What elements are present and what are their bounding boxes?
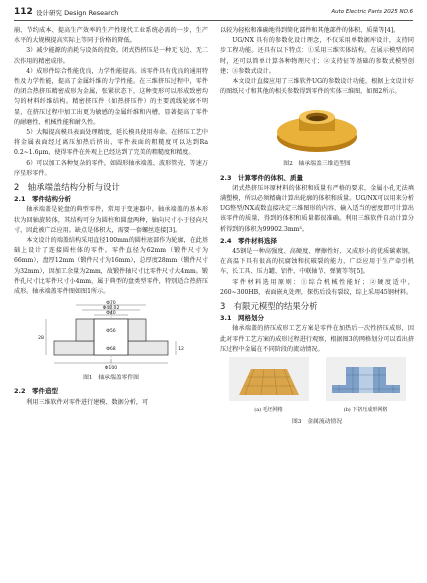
subsection-heading: 3.1 网格划分 bbox=[220, 314, 265, 323]
journal-name: Auto Electric Parts 2025 NO.6 bbox=[331, 9, 413, 15]
dimension-label: 28 bbox=[38, 336, 44, 342]
section-title: 设计研究 Design Research bbox=[36, 9, 119, 17]
page-number: 112 bbox=[14, 7, 33, 17]
paragraph: UG/NX 具有的参数化设计理念，不仅采用单数据库设计，支持同步工程功能。还具有以下特点：①采用三维实体结构，在展示模型的同时，还可以简单计算各种物理尺寸；②支持征等基础的参数式模型创建；③参数式设计。 bbox=[220, 37, 414, 75]
section-heading: 3 有限元模型的结果分析 bbox=[220, 301, 318, 312]
paragraph: 利用三维软件对零件进行建模、数据分析，可 bbox=[26, 398, 149, 406]
extrusion-mesh-image bbox=[326, 357, 406, 401]
paragraph: 6）可以加工各种复杂的零件。如圆形轴承端盖、波形管壳、等速万序星形零件。 bbox=[14, 159, 208, 177]
dimension-label: Φ100 bbox=[104, 366, 118, 372]
paragraph: 本文设计直接应用了三维软件UG的参数设计功能，根据上文设计好的图纸尺寸和其他的相关参数得到零件的实体三维图，如图2所示。 bbox=[220, 78, 414, 96]
paragraph: 崩、节约成本、提高生产效率的生产性现代工业系统必需的一步，生产水平的大规模提高实际上等同于价格的降低。 bbox=[14, 27, 208, 45]
paragraph: 以较为轻松和准确地得到简化部件和其他部件的体积、质量等[4]。 bbox=[220, 27, 400, 34]
dimension-label: Φ70 bbox=[106, 301, 116, 307]
paragraph: 4）成形件综合性能优良，力学性能提高。该零件具有优良的通用特性及力学性能，提高了金属纤维的力学性能。在三维挤压过程中，零件的闭合热挤压精密成形为金属，张紧状态下，这种变形可以形成致密均匀的材料纤维结构。精密挤压件（如热挤压件）的主要流线轮廓不明显，在挤压过程中加工出更为敏感的金属纤维和内槽，显著提高了零件的耐磨性、机械性能和耐久性。 bbox=[14, 67, 208, 126]
subsection-heading: 2.4 零件材料选择 bbox=[220, 236, 278, 245]
end-cap-drawing bbox=[36, 297, 186, 371]
dimension-label: Φ56 bbox=[106, 329, 116, 335]
mesh-panel-a bbox=[229, 357, 309, 415]
billet-mesh-image bbox=[229, 357, 309, 401]
subsection-heading: 2.3 计算零件的体积、质量 bbox=[220, 173, 304, 182]
paragraph: 闭式热挤压坏原材料的体积和质量有严格的要求，金属小孔无法填满塑模，所以必须精确计算出轮廓的体积和质量。UG/NX可以用来分析UG整型/NX或数直接决定三维图形的内容，输入适当的密度即可计算出该零件的质量，得到的体积和质量都很准确。利用三维软件自动计算分析得到的体积为99902.3mm³。 bbox=[220, 184, 414, 233]
paragraph: 轴承端盖是轮盘的典型零件，常用于变速器中。轴承端盖的基本形状为回轴旋转体，其结构可分为圆柱和圆盘两种，轴向尺寸小于径向尺寸，因此被广泛应用。缺点是体积大，需要一套螺丝连接[3]。 bbox=[14, 206, 208, 234]
dimension-label: Φ40 bbox=[106, 311, 116, 317]
subfigure-caption: (a) 毛坯网格 bbox=[254, 407, 283, 414]
paragraph: 5）大幅提高模具表面处理精度，延长模具使用寿命。在挤压工艺中将金属表面经过离压加热后挤出，零件表面的粗糙度可以达到Ra 0.2~1.6μm，使得零件在外观上已经达到了完美的粗糙度和精度。 bbox=[14, 129, 208, 157]
figure-caption: 图3 金属流动情况 bbox=[291, 419, 343, 426]
subfigure-caption: (b) 下挤压成形网格 bbox=[343, 407, 388, 414]
paragraph: 3）减少能源的消耗与设备的投资。闭式热挤压是一种无飞边、无二次作用的精密成形。 bbox=[14, 47, 208, 65]
left-column bbox=[14, 26, 208, 408]
paragraph: 零件材料选用原则：①综合机械性能好；②硬度适中，260~300HB，表面嵌丸处理，探伤后没有裂纹，综上采用45钢材料。 bbox=[220, 278, 414, 296]
dimension-label: Φ48.02 bbox=[102, 306, 120, 312]
mesh-figure bbox=[220, 357, 414, 415]
right-column bbox=[220, 26, 414, 431]
mesh-panel-b bbox=[326, 357, 406, 415]
paragraph: 本文设计的端盖结构采用直径100mm的圆柱底部作为轮廓，在此基础上设计了连接圆柱体的零件。零件直径为62mm（锻件尺寸为66mm），盘厚12mm（锻件尺寸为16mm），总厚度28mm（锻件尺寸为32mm），因加工余量为2mm，故锻件轴尺寸比零件尺寸大4mm。锻件孔尺寸比零件尺寸小4mm，属于典型的盘类型零件，特别适合热挤压成形。轴承端盖零件图如图1所示。 bbox=[14, 237, 208, 296]
paragraph: 轴承端盖的挤压成形工艺方案是零件在加热后一次性挤压成形，因此对零件工艺方案的成形过程进行观察，根据图3的网格划分可以看出挤压过程中金属在不同阶段的流动情况。 bbox=[220, 325, 414, 353]
figure-caption: 图2 轴承端盖三维造型图 bbox=[283, 161, 351, 168]
end-cap-3d-model bbox=[271, 97, 363, 157]
dimension-label: 12 bbox=[178, 347, 184, 353]
section-heading: 2 轴承端盖结构分析与设计 bbox=[14, 182, 120, 193]
paragraph: 45钢是一种高强度、高硬度、摩擦性好、又成形小的优质碳素钢，在高温下具有很高的抗腐蚀和抗破裂的能力，广泛应用于生产牵引机车、长工具、压力罐、铝件、中联轴节、弹簧等等[5]。 bbox=[220, 248, 414, 276]
dimension-label: Φ68 bbox=[106, 347, 116, 353]
figure-caption: 图1 轴承端盖零件图 bbox=[83, 375, 139, 382]
subsection-heading: 2.2 零件造型 bbox=[14, 387, 59, 396]
page-header bbox=[14, 6, 413, 21]
subsection-heading: 2.1 零件结构分析 bbox=[14, 195, 72, 204]
